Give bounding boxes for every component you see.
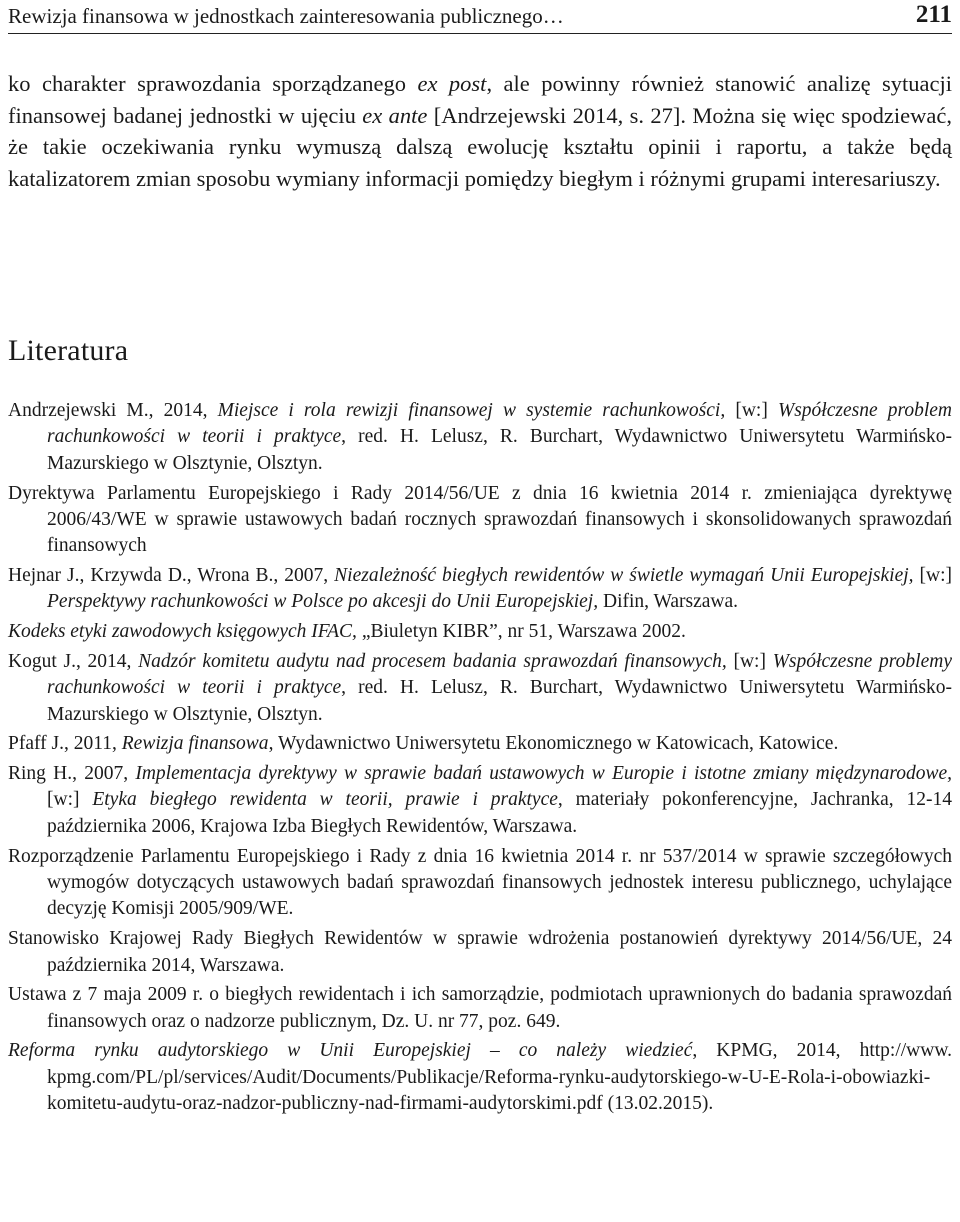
ref-text: Dyrektywa Parlamentu Europejskiego i Rady 2014/56/UE z dnia 16 kwietnia 2014 r. zmieniająca dyrektywę 2006/43/WE w sprawie ustawowych badań rocznych sprawozdań finansowych i skonsolidowanych sprawozdań finansowych <box>8 482 952 557</box>
ref-title: Nadzór komitetu audytu nad procesem badania sprawozdań finansowych, <box>138 650 727 672</box>
ref-title: Rewizja finansowa <box>121 733 269 755</box>
ref-in: [w:] <box>726 650 773 672</box>
ref-source: Etyka biegłego rewidenta w teorii, prawie i praktyce <box>92 789 558 811</box>
reference-item <box>8 649 952 728</box>
ref-publisher: , Wydawnictwo Uniwersytetu Ekonomicznego w Katowicach, Katowice. <box>268 733 839 755</box>
paragraph <box>8 68 952 194</box>
ref-publisher: , materiały pokonferencyjne, Jachranka, 12-14 października 2006, Krajowa Izba Biegłych Rewidentów, Warszawa. <box>47 789 952 837</box>
ref-title: Kodeks etyki zawodowych księgowych IFAC, <box>8 621 357 643</box>
ref-author: Hejnar J., Krzywda D., Wrona B., 2007, <box>8 565 335 587</box>
reference-item <box>8 481 952 560</box>
reference-item <box>8 844 952 923</box>
body-text <box>8 68 952 194</box>
ref-text: Rozporządzenie Parlamentu Europejskiego i Rady z dnia 16 kwietnia 2014 r. nr 537/2014 w sprawie szczegółowych wymogów dotyczących ustawowych badań sprawozdań finansowych jednostek interesu publicznego, uchylające decyzję Komisji 2005/909/WE. <box>8 845 952 920</box>
ref-in: [w:] <box>47 789 93 811</box>
section-heading: Literatura <box>8 334 129 367</box>
reference-item <box>8 1038 952 1117</box>
text-run: [Andrzejewski 2014, s. 27]. Można się więc spodziewać, że takie oczekiwania rynku wymuszą dalszą ewolucję kształtu opinii i raportu, a także będą katalizatorem zmian sposobu wymiany informacji pomiędzy biegłym i różnymi grupami interesariuszy. <box>8 102 952 191</box>
ref-title: Niezależność biegłych rewidentów w świetle wymagań Unii Europejskiej, <box>334 565 914 587</box>
ref-publisher: , red. H. Lelusz, R. Burchart, Wydawnictwo Uniwersytetu Warmińsko-Mazurskiego w Olsztynie, Olsztyn. <box>47 426 952 474</box>
ref-publisher: , red. H. Lelusz, R. Burchart, Wydawnictwo Uniwersytetu Warmińsko-Mazurskiego w Olsztynie, Olsztyn. <box>47 677 952 725</box>
ref-text: Ustawa z 7 maja 2009 r. o biegłych rewidentach i ich samorządzie, podmiotach uprawnionych do badania sprawozdań finansowych oraz o nadzorze publicznym, Dz. U. nr 77, poz. 649. <box>8 984 952 1032</box>
ref-title: Implementacja dyrektywy w sprawie badań ustawowych w Europie i istotne zmiany międzynarodowe, <box>135 763 952 785</box>
ref-author: Andrzejewski M., 2014, <box>8 400 218 421</box>
text-run: , ale powinny również stanowić analizę sytuacji finansowej badanej jednostki w ujęciu <box>8 71 953 128</box>
reference-item <box>8 398 952 477</box>
ref-author: Pfaff J., 2011, <box>8 733 122 755</box>
ref-source: Perspektywy rachunkowości w Polsce po akcesji do Unii Europejskiej, <box>47 591 599 613</box>
running-title: Rewizja finansowa w jednostkach zainteresowania publicznego… <box>8 4 564 28</box>
ref-in: [w:] <box>913 565 952 587</box>
text-run: ko charakter sprawozdania sporządzanego <box>8 71 418 96</box>
reference-item <box>8 926 952 979</box>
reference-item <box>8 619 952 645</box>
ref-source: Współczesne problemy rachunkowości w teorii i praktyce <box>47 650 952 699</box>
ref-publisher: Difin, Warszawa. <box>598 591 739 613</box>
ref-url: , KPMG, 2014, http://www.​kpmg.com/PL/pl/services/Audit/Documents/Publikacje/Reforma-rynku-audytorskiego-w-U-​E-Rola-i-obowiazki-komitetu-audytu-oraz-nadzor-publiczny-nad-firmami-audytorskimi.pdf (13.02.2015). <box>47 1040 953 1115</box>
ref-source: Współczesne problem rachunkowości w teorii i praktyce <box>47 400 952 448</box>
italic-term: ex ante <box>362 102 428 128</box>
italic-term: ex post <box>417 71 487 96</box>
ref-author: Kogut J., 2014, <box>8 650 139 672</box>
page-number: 211 <box>915 1 952 28</box>
ref-title: Reforma rynku audytorskiego w Unii Europejskiej – co należy wiedzieć <box>8 1040 693 1062</box>
ref-author: Ring H., 2007, <box>8 763 136 785</box>
ref-text: Stanowisko Krajowej Rady Biegłych Rewidentów w sprawie wdrożenia postanowień dyrektywy 2014/56/UE, 24 października 2014, Warszawa. <box>8 928 952 976</box>
ref-title: Miejsce i rola rewizji finansowej w systemie rachunkowości, <box>217 400 726 421</box>
reference-item <box>8 761 952 840</box>
ref-publisher: „Biuletyn KIBR”, nr 51, Warszawa 2002. <box>356 621 686 643</box>
reference-item <box>8 982 952 1035</box>
ref-in: [w:] <box>725 400 778 421</box>
reference-list <box>8 398 952 1118</box>
reference-item <box>8 563 952 616</box>
running-header <box>8 0 952 34</box>
reference-item <box>8 731 952 757</box>
